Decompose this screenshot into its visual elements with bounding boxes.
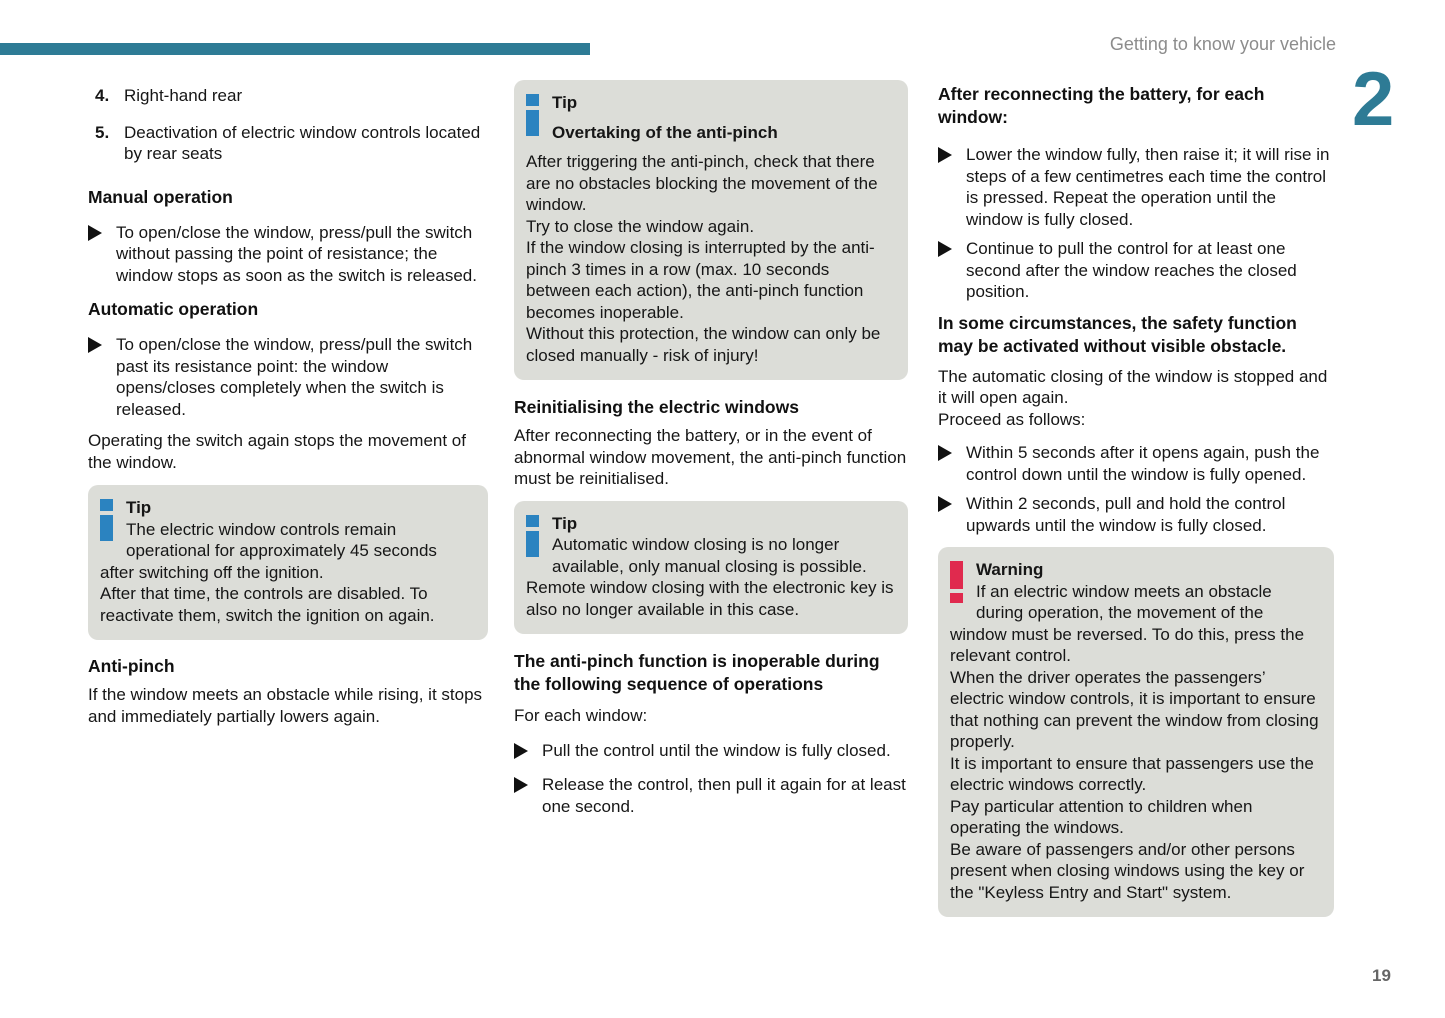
paragraph bbox=[938, 366, 1334, 431]
warning-box bbox=[938, 547, 1334, 917]
section-heading: After reconnecting the battery, for each window: bbox=[938, 84, 1265, 127]
paragraph: Operating the switch again stops the movement of the window. bbox=[88, 431, 466, 472]
numbered-item bbox=[88, 122, 488, 165]
warning-text: Pay particular attention to children when operating the windows. bbox=[950, 796, 1253, 837]
bullet-arrow-icon bbox=[88, 225, 102, 241]
bullet-text: Within 2 seconds, pull and hold the control upwards until the window is fully closed. bbox=[966, 494, 1286, 535]
bullet-item bbox=[88, 334, 488, 420]
middle-column bbox=[514, 80, 908, 817]
section-heading: The anti-pinch function is inoperable during the following sequence of operations bbox=[514, 651, 880, 694]
tip-content bbox=[526, 151, 894, 366]
header-rule bbox=[0, 43, 590, 55]
bullet-arrow-icon bbox=[514, 743, 528, 759]
paragraph-line: Proceed as follows: bbox=[938, 409, 1086, 429]
tip-label: Tip bbox=[552, 513, 578, 533]
bullet-item bbox=[938, 144, 1334, 230]
section-heading: Automatic operation bbox=[88, 299, 259, 319]
bullet-arrow-icon bbox=[938, 496, 952, 512]
bullet-arrow-icon bbox=[938, 241, 952, 257]
bullet-text: To open/close the window, press/pull the switch without passing the point of resistance; the window stops as soon as the switch is released. bbox=[116, 222, 477, 285]
section-heading: Reinitialising the electric windows bbox=[514, 397, 799, 417]
paragraph: If the window meets an obstacle while rising, it stops and immediately partially lowers again. bbox=[88, 685, 483, 726]
item-text: Deactivation of electric window controls located by rear seats bbox=[124, 122, 481, 163]
item-text: Right-hand rear bbox=[124, 86, 243, 105]
bullet-arrow-icon bbox=[88, 337, 102, 353]
tip-text: The electric window controls remain operational for approximately 45 seconds after switching off the ignition. bbox=[100, 519, 437, 582]
warning-text: When the driver operates the passengers’ electric window controls, it is important to ensure that nothing can prevent the window from closing properly. bbox=[950, 667, 1319, 751]
info-icon bbox=[100, 499, 113, 541]
tip-subtitle: Overtaking of the anti-pinch bbox=[552, 122, 778, 142]
warning-label: Warning bbox=[976, 560, 1044, 579]
paragraph-line: The automatic closing of the window is stopped and it will open again. bbox=[938, 366, 1328, 407]
tip-text: Remote window closing with the electronic key is also no longer available in this case. bbox=[526, 578, 894, 619]
warning-text: If an electric window meets an obstacle during operation, the movement of the window must be reversed. To do this, press the relevant control. bbox=[950, 581, 1305, 665]
tip-content bbox=[100, 497, 474, 626]
bullet-text: To open/close the window, press/pull the switch past its resistance point: the window opens/closes completely when the switch is released. bbox=[116, 335, 473, 419]
right-column bbox=[938, 83, 1334, 917]
page-number: 19 bbox=[1372, 966, 1391, 985]
bullet-item bbox=[514, 740, 908, 762]
tip-box bbox=[88, 485, 488, 640]
warning-text: Be aware of passengers and/or other persons present when closing windows using the key or the "Keyless Entry and Start" system. bbox=[950, 839, 1305, 902]
paragraph: After reconnecting the battery, or in the event of abnormal window movement, the anti-pinch function must be reinitialised. bbox=[514, 426, 907, 488]
warning-content bbox=[950, 559, 1320, 903]
bullet-arrow-icon bbox=[938, 445, 952, 461]
tip-box bbox=[514, 80, 908, 380]
section-heading: In some circumstances, the safety function may be activated without visible obstacle. bbox=[938, 312, 1297, 356]
tip-label: Tip bbox=[126, 498, 152, 517]
bullet-item bbox=[938, 238, 1334, 303]
tip-text: Automatic window closing is no longer available, only manual closing is possible. bbox=[552, 535, 867, 576]
info-icon bbox=[526, 94, 539, 136]
tip-text: Try to close the window again. bbox=[526, 216, 755, 236]
bullet-text: Release the control, then pull it again for at least one second. bbox=[542, 775, 906, 816]
tip-text: Without this protection, the window can only be closed manually - risk of injury! bbox=[526, 324, 881, 365]
running-header: Getting to know your vehicle bbox=[1109, 34, 1336, 54]
item-number: 5. bbox=[95, 122, 110, 142]
tip-text: After triggering the anti-pinch, check that there are no obstacles blocking the movement of the window. bbox=[526, 152, 878, 214]
left-column bbox=[88, 85, 488, 727]
tip-content bbox=[526, 513, 894, 621]
bullet-text: Lower the window fully, then raise it; it will rise in steps of a few centimetres each time the control is pressed. Repeat the operation until the window is fully closed. bbox=[966, 145, 1330, 229]
tip-box bbox=[514, 501, 908, 635]
section-heading: Manual operation bbox=[88, 186, 233, 207]
bullet-text: Within 5 seconds after it opens again, push the control down until the window is fully opened. bbox=[966, 443, 1320, 484]
item-number: 4. bbox=[95, 86, 110, 105]
section-heading: Anti-pinch bbox=[88, 656, 175, 676]
paragraph: For each window: bbox=[514, 706, 648, 725]
bullet-item bbox=[938, 493, 1334, 536]
warning-text: It is important to ensure that passengers use the electric windows correctly. bbox=[950, 753, 1314, 794]
bullet-text: Pull the control until the window is fully closed. bbox=[542, 740, 891, 760]
bullet-item bbox=[938, 442, 1334, 485]
tip-label: Tip bbox=[552, 93, 578, 112]
bullet-item bbox=[514, 774, 908, 817]
info-icon bbox=[526, 515, 539, 557]
bullet-text: Continue to pull the control for at least one second after the window reaches the closed position. bbox=[966, 239, 1297, 301]
bullet-arrow-icon bbox=[938, 147, 952, 163]
bullet-arrow-icon bbox=[514, 777, 528, 793]
numbered-item bbox=[88, 85, 488, 107]
tip-text: After that time, the controls are disabled. To reactivate them, switch the ignition on again. bbox=[100, 584, 435, 625]
chapter-number: 2 bbox=[1352, 57, 1395, 142]
bullet-item bbox=[88, 222, 488, 287]
tip-text: If the window closing is interrupted by the anti-pinch 3 times in a row (max. 10 seconds between each action), the anti-pinch function becomes inoperable. bbox=[526, 238, 875, 322]
warning-icon bbox=[950, 561, 963, 603]
